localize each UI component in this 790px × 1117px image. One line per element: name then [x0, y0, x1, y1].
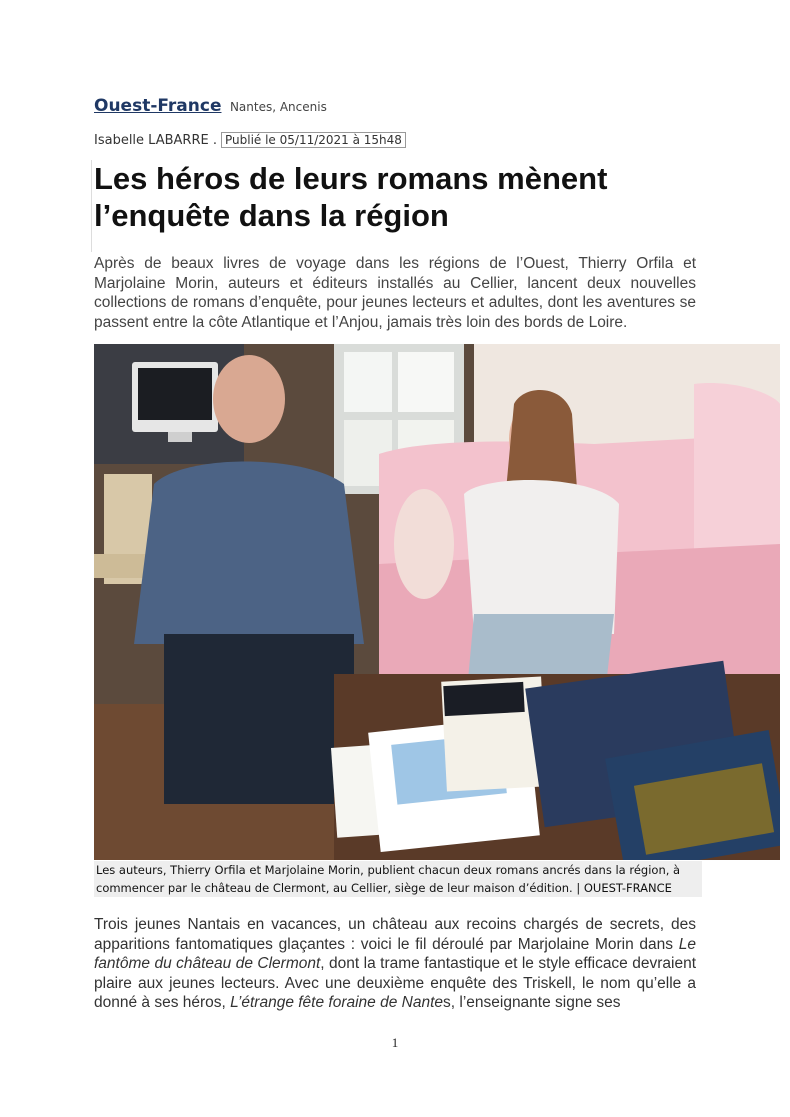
- body-text-3: s, l’enseignante signe ses: [443, 994, 621, 1011]
- title-line-1: Les héros de leurs romans mènent: [94, 161, 608, 196]
- photo-caption: Les auteurs, Thierry Orfila et Marjolaine Morin, publient chacun deux romans ancrés dans la région, à commencer par le château de Clermont, au Cellier, siège de leur maison d’édition. | OUEST-FRANCE: [94, 861, 702, 897]
- book-title-2: L’étrange fête foraine de Nante: [230, 994, 444, 1011]
- photo-illustration: [94, 344, 780, 860]
- article-photo: [94, 344, 780, 860]
- monitor-stand: [168, 432, 192, 442]
- window-pane: [344, 352, 392, 412]
- title-line-2: l’enquête dans la région: [94, 198, 449, 233]
- man-head: [213, 355, 285, 443]
- byline-dot: .: [212, 133, 217, 148]
- author-name: Isabelle LABARRE: [94, 133, 209, 148]
- article-header: [94, 96, 327, 116]
- article-title: [94, 160, 734, 234]
- body-text-2: , dont la trame fantastique et le style efficace devraient plaire aux jeunes lecteurs. Avec une deuxième enquête des Triskell, le nom qu’elle a donné à ses héros,: [94, 955, 697, 1011]
- sofa-pillow: [394, 489, 454, 599]
- woman-blouse: [464, 480, 619, 634]
- body-text-1: Trois jeunes Nantais en vacances, un château aux recoins chargés de secrets, des apparitions fantomatiques glaçantes : voici le fil déroulé par Marjolaine Morin dans: [94, 916, 696, 953]
- title-rule: [91, 160, 92, 252]
- monitor-screen: [138, 368, 212, 420]
- newspaper-name[interactable]: Ouest-France: [94, 96, 222, 116]
- window-pane: [398, 352, 454, 412]
- sofa-cushion: [694, 383, 780, 554]
- byline: [94, 132, 406, 148]
- page-number: 1: [391, 1035, 399, 1050]
- location-tags: Nantes, Ancenis: [229, 100, 327, 114]
- book-title-1: Le fantôme du château de Clermont: [94, 935, 696, 972]
- publication-date: Publié le 05/11/2021 à 15h48: [221, 132, 406, 148]
- article-body: [94, 915, 696, 1013]
- man-shirt: [134, 462, 364, 645]
- man-trousers: [164, 634, 354, 804]
- article-lead: Après de beaux livres de voyage dans les régions de l’Ouest, Thierry Orfila et Marjolaine Morin, auteurs et éditeurs installés au Cellier, lancent deux nouvelles collections de romans d’enquête, pour jeunes lecteurs et adultes, dont les aventures se passent entre la côte Atlantique et l’Anjou, jamais très loin des bords de Loire.: [94, 255, 696, 331]
